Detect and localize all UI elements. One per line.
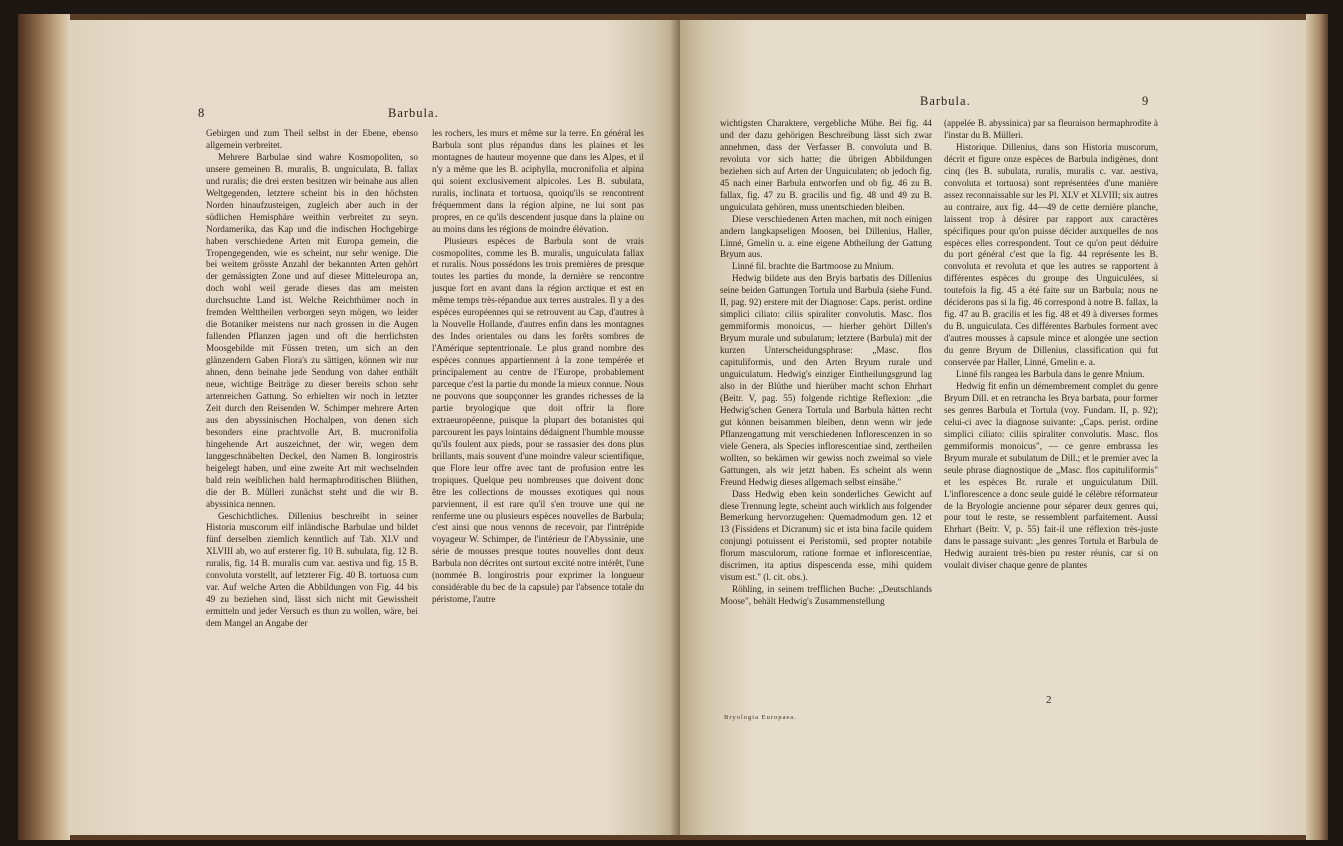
folio-number: 2 <box>1046 694 1052 706</box>
paragraph: Linné fil. brachte die Bartmoose zu Mnium. <box>732 261 894 272</box>
paragraph: Gebirgen und zum Theil selbst in der Ebene, ebenso allgemein verbreitet. <box>206 128 418 150</box>
paragraph: Historique. Dillenius, dans son Historia muscorum, décrit et figure onze espèces de Barbula indigènes, dont cinq (les B. subulata, ruralis, muralis c. var. aestiva, convoluta et tortuosa) sont représentées d'une manière assez reconnaissable sur les Pl. XLV et XLVIII; six autres au contraire, aux fig. 44—49 de cette dernière planche, laissent trop à désirer par rapport aux caractères spécifiques pour qu'on puisse décider auxquelles de nos espèces elles correspondent. Tout ce qu'on peut déduire du port général c'est que la fig. 44 représente les B. convoluta et revoluta et que les autres se rapportent à différentes espèces du groupe des Unguiculées, si toutefois la fig. 45 a été faite sur un Barbula; nous ne déciderons pas si la fig. 46 correspond à notre B. fallax, la fig. 47 au B. gracilis et les fig. 48 et 49 à diverses formes du B. unguiculata. Ces différentes Barbules forment avec d'autres mousses à capsule mince et alongée une section du genre Bryum de Dillenius, classification qui fut conservée par Haller, Linné, Gmelin e. a. <box>944 141 1158 368</box>
german-column <box>720 118 932 608</box>
paragraph: Röhling, in seinem trefflichen Buche: „Deutschlands Moose", behält Hedwig's Zusammenstellung <box>720 584 932 607</box>
french-column <box>944 118 1158 572</box>
page-number: 8 <box>198 106 205 120</box>
paragraph: (appelée B. abyssinica) par sa fleuraison hermaphrodite à l'instar du B. Mülleri. <box>944 118 1158 140</box>
paragraph: Diese verschiedenen Arten machen, mit noch einigen andern langkapseligen Moosen, bei Dillenius, Haller, Linné, Gmelin u. a. eine eigene Abtheilung der Gattung Bryum aus. <box>720 213 932 260</box>
paragraph: Dass Hedwig eben kein sonderliches Gewicht auf diese Trennung legte, scheint auch wirklich aus folgender Bemerkung hervorzugehen: Quemadmodum gen. 12 et 13 (Fissidens et Dicranum) sic et ista bina facile quidem conjungi potuissent ei Peristomii, sed propter notabile florum masculorum, ratione formae et inflorescentiae, discrimen, ita aptius dispescenda esse, mihi quidem visum est." (l. cit. obs.). <box>720 488 932 583</box>
left-page <box>68 20 680 835</box>
paragraph: wichtigsten Charaktere, vergebliche Mühe. Bei fig. 44 und der dazu gehörigen Beschreibung lässt sich zwar annehmen, dass der Verfasser B. convoluta und B. revoluta vor sich hatte; die übrigen Abbildungen beziehen sich auf Arten der Unguiculaten; ob jedoch fig. 45 nach einer Barbula entworfen und ob fig. 46 zu B. fallax, fig. 47 zu B. gracilis und fig. 48 und 49 zu B. unguiculata gehören, muss unentschieden bleiben. <box>720 118 932 212</box>
paragraph: Hedwig bildete aus den Bryis barbatis des Dillenius seine beiden Gattungen Tortula und Barbula (siehe Fund. II, pag. 92) erstere mit der Diagnose: Caps. perist. ordine simplici ciliato: ciliis spiraliter convolutis. Masc. flos gemmiformis monoicus, — hierher gehört Dillen's Bryum murale und subulatum; letztere (Barbula) mit der kurzen Unterscheidungsphrase: „Masc. flos capituliformis, und den Arten Bryum rurale und unguiculatum. Hedwig's einziger Eintheilungsgrund lag also in der Blüthe und hierüber macht schon Ehrhart (Beitr. V, pag. 55) folgende richtige Reflexion: „die Hedwig'schen Genera Tortula und Barbula hätten recht gut können beisammen bleiben, denn wenn wir jede Pflanzengattung mit verschiedenen Inflorescenzen in so viele Genera, als Species inflorescentiae sind, zertheilen wollten, so bekämen wir gewiss noch zweimal so viele Gattungen, als wir jetzt haben. Es scheint als wenn Freund Hedwig dieses allgemach selbst einsähe." <box>720 273 932 487</box>
running-head: Barbula. <box>920 94 971 108</box>
right-page <box>680 20 1306 835</box>
paragraph: les rochers, les murs et même sur la terre. En général les Barbula sont plus répandus dans les plaines et les montagnes de hauteur moyenne que dans les Alpes, et il n'y a même que les B. aciphylla, mucronifolia et alpina qui soient exclusivement alpicoles. Les B. subulata, ruralis, inclinata et tortuosa, quoiqu'ils se rencontrent fréquemment dans la région alpine, ne lui sont pas propres, en ce qu'ils descendent jusque dans la plaine ou au moins dans les régions de moindre élévation. <box>432 128 644 234</box>
french-column <box>432 128 644 606</box>
german-column <box>206 128 418 630</box>
book-edge-left <box>18 14 70 840</box>
paragraph: Geschichtliches. Dillenius beschreibt in seiner Historia muscorum eilf inländische Barbulae und bildet fünf derselben ziemlich kenntlich auf Tab. XLV und XLVIII ab, wo auf ersterer fig. 10 B. subulata, fig. 12 B. ruralis, fig. 14 B. muralis cum var. aestiva und fig. 15 B. convolutа vorstellt, auf letzterer Fig. 40 B. tortuosa cum var. Auf welche Arten die Abbildungen von Fig. 44 bis 49 zu beziehen sind, lässt sich nicht mit Gewissheit ermitteln und jeder Versuch es thun zu wollen, wäre, bei dem Mangel an Angabe der <box>206 510 418 629</box>
paragraph: Linné fils rangea les Barbula dans le genre Mnium. <box>956 369 1145 380</box>
paragraph: Mehrere Barbulae sind wahre Kosmopoliten, so unsere gemeinen B. muralis, B. unguiculata, B. fallax und ruralis; die drei ersten besitzen wir beinahe aus allen Weltgegenden, letztere scheint bis in den höchsten Norden hinaufzusteigen, zugleich aber auch in der südlichen Hemisphäre weithin verbreitet zu seyn. Nordamerika, das Kap und die indischen Hochgebirge haben verschiedene Arten mit Europa gemein, die Tropengegenden, wie es scheint, nur sehr wenige. Die bei weitem grösste Anzahl der bekannten Arten gehört der gemässigten Zone und auf dieser Mitteleuropa an, doch wohl weil gerade dieses das am meisten durchsuchte Land ist. Welche Reichthümer noch in fremden Welttheilen verborgen seyn mögen, wo leider die Botaniker meistens nur nach grossen in die Augen fallenden Pflanzen jagen und oft die herrlichsten Moosgebilde mit Füssen treten, um sich an den glänzendern Gaben Flora's zu sättigen, können wir nur ahnen, denn beinahe jede Sendung von daher enthält neue, wichtige Beiträge zu dieser bereits schon sehr artenreichen Gattung. So erhielten wir noch in letzter Zeit durch den Reisenden W. Schimper mehrere Arten aus den abyssinischen Hochalpen, von denen sich besonders eine prachtvolle Art, B. mucronifolia hingehende Art auszeichnet, der wir, wegen dem langgeschnäbelten Deckel, den Namen B. longirostris beigelegt haben, und eine zweite Art mit wechselnden bald rein weiblichen bald hermaphroditischen Blüthen, die der B. Mülleri zunächst steht und die wir B. abyssinica nennen. <box>206 151 418 509</box>
signature-mark: Bryologia Europaea. <box>724 714 797 721</box>
running-head: Barbula. <box>388 106 439 120</box>
book <box>18 14 1328 840</box>
book-edge-right <box>1306 14 1328 840</box>
paragraph: Hedwig fit enfin un démembrement complet du genre Bryum Dill. et en retrancha les Bryа barbata, pour former ses genres Barbula et Tortula (voy. Fundam. II, p. 92); celui-ci avec la diagnose suivante: „Caps. perist. ordine simplici ciliato: ciliis spiraliter convolutis. Masc. flos gemmiformis monoicus", — ce genre embrassa les Bryum murale et subulatum de Dill.; et le premier avec la seule phrase diagnostique de „Masc. flos capituliformis" et les espèces Br. rurale et unguiculatum Dill. L'inflorescence a donc seule guidé le célèbre réformateur de la Bryologie ancienne pour séparer deux genres qui, pour tout le reste, se ressemblent parfaitement. Aussi Ehrhart (Beitr. V, p. 55) fait-il une réflexion très-juste dans le passage suivant: „les genres Tortula et Barbula de Hedwig auraient très-bien pu rester réunis, car si on voulait diviser chaque genre de plantes <box>944 380 1158 571</box>
page-number: 9 <box>1142 94 1149 108</box>
paragraph: Plusieurs espèces de Barbula sont de vrais cosmopolites, comme les B. muralis, unguiculata fallax et ruralis. Nous possédons les trois premières de presque toutes les parties du monde, la dernière se rencontre jusque fort en avant dans la région arctique et est en même temps très-répandue aux terres australes. Il y a des espèces européennes qui se retrouvent au Cap, d'autres à la Nouvelle Hollande, d'autres enfin dans les montagnes des Indes orientales ou dans les forêts sombres de l'Amérique septentrionale. Le plus grand nombre des espèces connues appartiennent à la zone tempérée et principalement au centre de l'Europe, probablement parceque c'est la partie du monde la mieux connue. Nous ne pouvons que soupçonner les grandes richesses de la partie bryologique que doit offrir la flore extraeuropéenne, puisque la plupart des botanistes qui parcourent les pays lointains dédaignent l'humble mousse qu'ils foulent aux pieds, pour se rassasier des dons plus brillants, mais souvent d'une moindre valeur scientifique, que Flore leur offre avec tant de profusion entre les tropiques. Quelque peu nombreuses que doivent donc être les collections de mousses exotiques qui nous parviennent, il est rare qu'il s'en trouve une qui ne renferme une ou plusieurs espèces nouvelles de Barbula; c'est ainsi que nous venons de recevoir, par l'intrépide voyageur W. Schimper, de l'intérieur de l'Abyssinie, une série de mousses presque toutes nouvelles dont deux Barbula non décrites ont surtout excité notre intérêt, l'une (nommée B. longirostris pour exprimer la longueur considérable du bec de la capsule) par l'absence totale du péristome, l'autre <box>432 235 644 605</box>
